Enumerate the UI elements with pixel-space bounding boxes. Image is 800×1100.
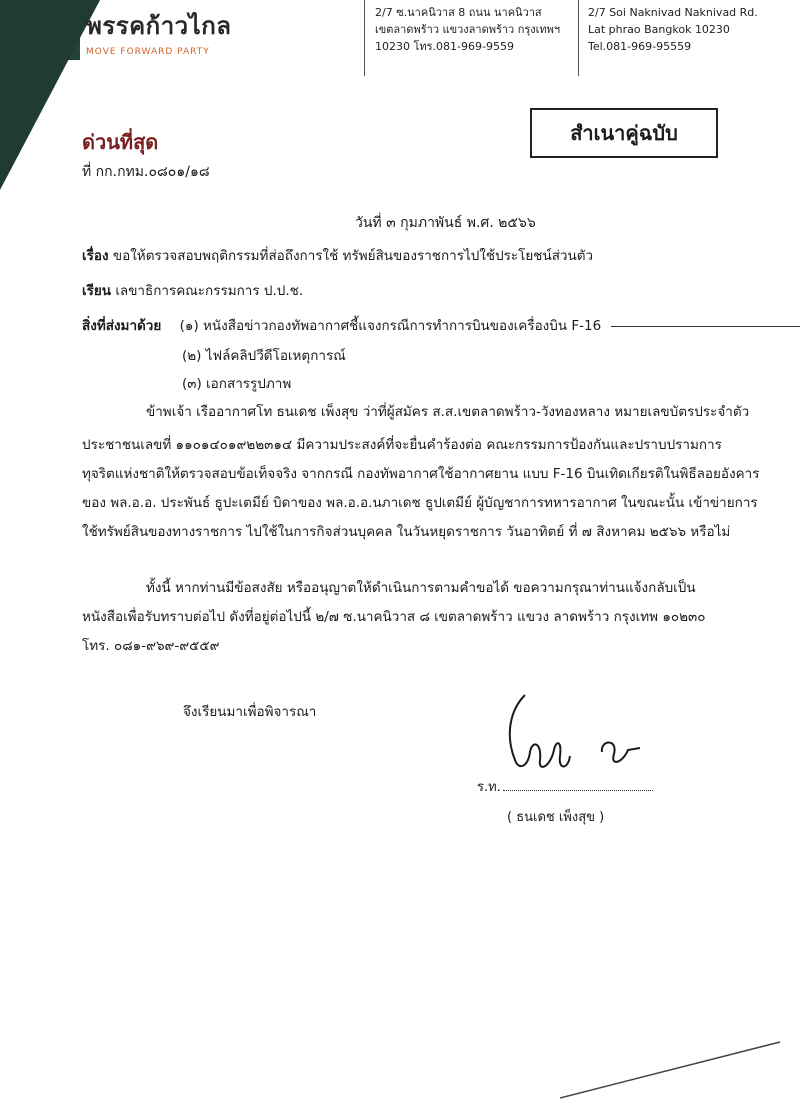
body-line: ทุจริตแห่งชาติให้ตรวจสอบข้อเท็จจริง จากกรณี กองทัพอากาศใช้อากาศยาน แบบ F-16 บินเทิดเกียรติในพิธีลอยอังคาร <box>82 466 760 482</box>
attachment-item: (๓) เอกสารรูปภาพ <box>182 376 292 392</box>
body-line: ข้าพเจ้า เรืออากาศโท ธนเดช เพ็งสุข ว่าที่ผู้สมัคร ส.ส.เขตลาดพร้าว-วังทองหลาง หมายเลขบัตรประจำตัว <box>146 404 750 420</box>
body-line: ทั้งนี้ หากท่านมีข้อสงสัย หรืออนุญาตให้ดำเนินการตามคำขอได้ ขอความกรุณาท่านแจ้งกลับเป็น <box>146 580 696 596</box>
subject-label: เรื่อง <box>82 248 109 264</box>
address-en <box>588 4 758 55</box>
party-name-en: MOVE FORWARD PARTY <box>86 47 210 57</box>
closing-text: จึงเรียนมาเพื่อพิจารณา <box>183 704 317 720</box>
body-line: โทร. ๐๘๑-๙๖๙-๙๕๕๙ <box>82 638 220 654</box>
body-line: ใช้ทรัพย์สินของทางราชการ ไปใช้ในการกิจส่วนบุคคล ในวันหยุดราชการ วันอาทิตย์ ที่ ๗ สิงหาคม ๒๕๖๖ หรือไม่ <box>82 524 731 540</box>
attachments-label: สิ่งที่ส่งมาด้วย <box>82 318 162 334</box>
document-date: วันที่ ๓ กุมภาพันธ์ พ.ศ. ๒๕๖๖ <box>355 215 536 231</box>
copy-stamp: สำเนาคู่ฉบับ <box>530 108 718 158</box>
letterhead-divider <box>578 0 579 76</box>
reference-number: ที่ กก.กทม.๐๘๐๑/๑๘ <box>82 164 210 180</box>
address-line: Tel.081-969-95559 <box>588 40 692 53</box>
letterhead-divider <box>364 0 365 76</box>
dotted-line <box>503 790 653 791</box>
attachment-item: (๑) หนังสือข่าวกองทัพอากาศชี้แจงกรณีการทำการบินของเครื่องบิน F-16 <box>179 318 602 334</box>
attachment-item: (๒) ไฟล์คลิปวีดีโอเหตุการณ์ <box>182 348 346 364</box>
stray-pen-mark <box>560 1040 790 1100</box>
address-line: 2/7 ซ.นาคนิวาส 8 ถนน นาคนิวาส <box>375 6 542 19</box>
body-line: หนังสือเพื่อรับทราบต่อไป ดังที่อยู่ต่อไปนี้ ๒/๗ ซ.นาคนิวาส ๘ เขตลาดพร้าว แขวง ลาดพร้าว กรุงเทพ ๑๐๒๓๐ <box>82 609 706 625</box>
subject-text: ขอให้ตรวจสอบพฤติกรรมที่ส่อถึงการใช้ ทรัพย์สินของราชการไปใช้ประโยชน์ส่วนตัว <box>112 248 594 264</box>
signer-name: ( ธนเดช เพ็งสุข ) <box>507 810 605 825</box>
party-name-th: พรรคก้าวไกล <box>86 12 232 40</box>
address-line: เขตลาดพร้าว แขวงลาดพร้าว กรุงเทพฯ <box>375 23 561 36</box>
recipient-label: เรียน <box>82 283 112 299</box>
body-line: ของ พล.อ.อ. ประพันธ์ ธูปะเตมีย์ บิดาของ พล.อ.อ.นภาเดช ธูปเตมีย์ ผู้บัญชาการทหารอากาศ ในขณะนั้น เข้าข่ายการ <box>82 495 758 511</box>
subject-line <box>82 244 593 266</box>
attachments-line <box>82 314 800 336</box>
address-line: 10230 โทร.081-969-9559 <box>375 40 514 53</box>
signature-prefix: ร.ท. <box>477 780 501 795</box>
recipient-line <box>82 279 303 301</box>
blank-line <box>611 326 800 327</box>
address-line: Lat phrao Bangkok 10230 <box>588 23 730 36</box>
urgency-label: ด่วนที่สุด <box>82 130 159 154</box>
recipient-text: เลขาธิการคณะกรรมการ ป.ป.ช. <box>115 283 304 299</box>
handwritten-signature <box>490 690 660 780</box>
party-logo <box>86 6 231 57</box>
body-line: ประชาชนเลขที่ ๑๑๐๑๔๐๑๙๒๒๓๑๔ มีความประสงค์ที่จะยื่นคำร้องต่อ คณะกรรมการป้องกันและปราบปรามการ <box>82 437 722 453</box>
address-line: 2/7 Soi Naknivad Naknivad Rd. <box>588 6 758 19</box>
address-th <box>375 4 560 55</box>
signature-line <box>477 776 653 797</box>
